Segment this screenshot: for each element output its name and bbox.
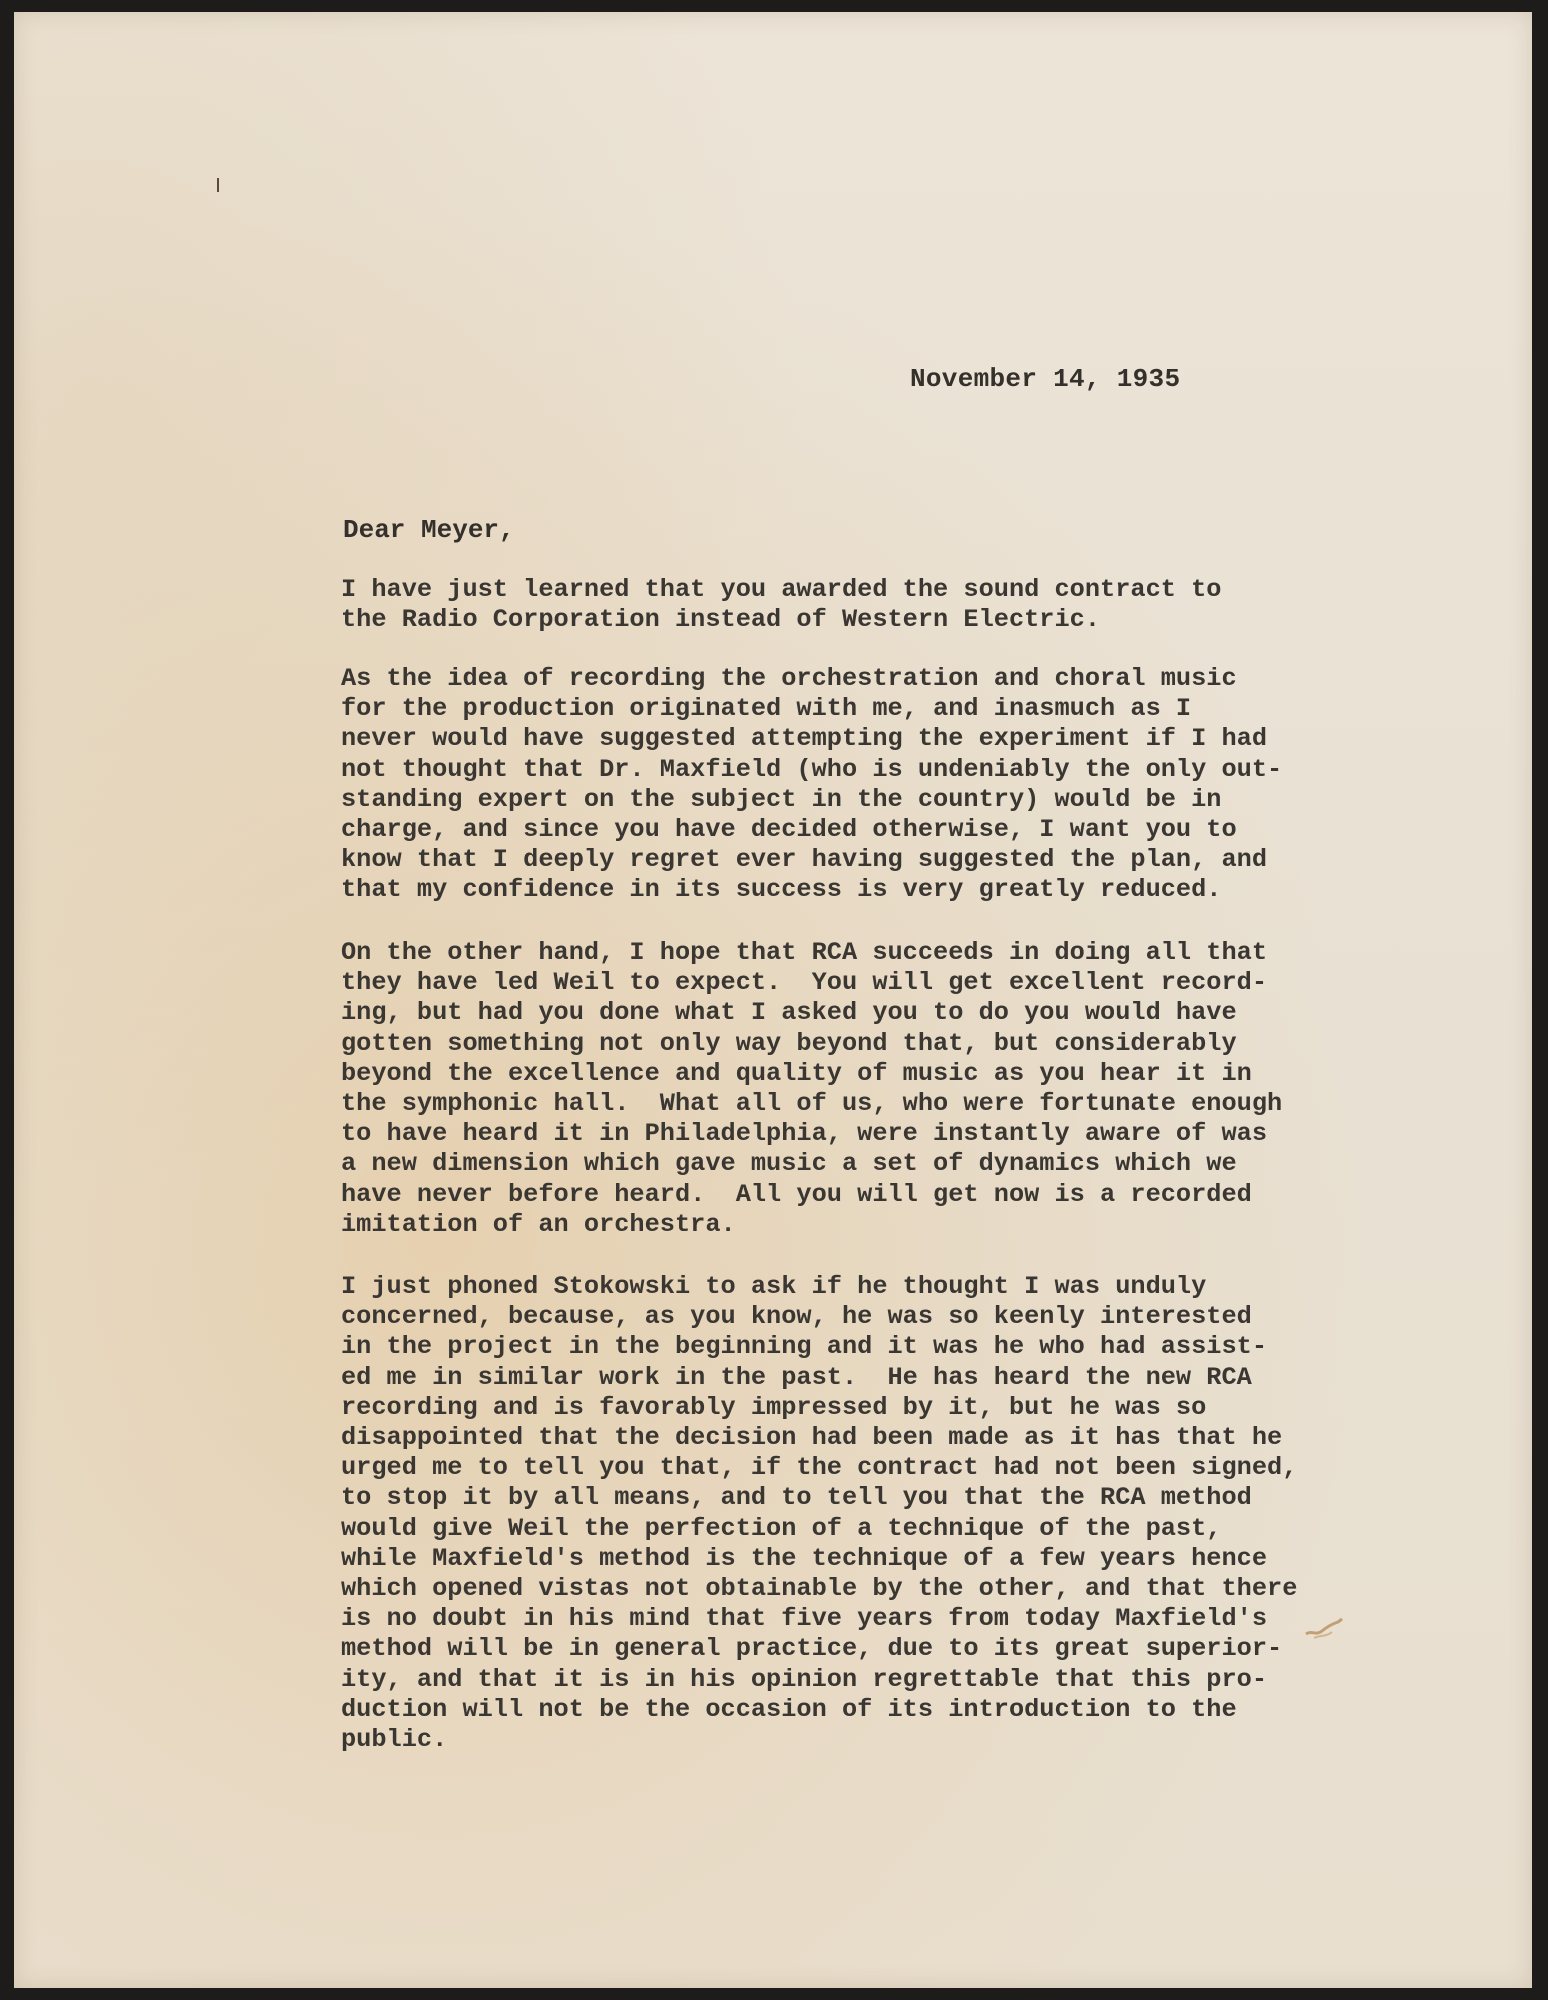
paragraph-rca-expectation: On the other hand, I hope that RCA succeeds in doing all that they have led Weil to expect. You will get excellent record- ing, but had you done what I asked you to do you would have gotten something not only way beyond that, but considerably beyond the excellence and quality of music as you hear it in the symphonic hall. What all of us, who were fortunate enough to have heard it in Philadelphia, were instantly aware of was a new dimension which gave music a set of dynamics which we have never before heard. All you will get now is a recorded imitation of an orchestra.	[341, 938, 1283, 1239]
paragraph-stokowski-call: I just phoned Stokowski to ask if he thought I was unduly concerned, because, as you know, he was so keenly interested in the project in the beginning and it was he who had assist- ed me in similar work in the past. He has heard the new RCA recording and is favorably impressed by it, but he was so disappointed that the decision had been made as it has that he urged me to tell you that, if the contract had not been signed, to stop it by all means, and to tell you that the RCA method would give Weil the perfection of a technique of the past, while Maxfield's method is the technique of a few years hence which opened vistas not obtainable by the other, and that there is no doubt in his mind that five years from today Maxfield's method will be in general practice, due to its great superior- ity, and that it is in his opinion regrettable that this pro- duction will not be the occasion of its introduction to the public.	[341, 1272, 1298, 1755]
salutation: Dear Meyer,	[343, 515, 515, 545]
ink-mark	[217, 178, 219, 192]
letter-page	[14, 12, 1532, 1988]
letter-date: November 14, 1935	[910, 364, 1181, 394]
paragraph-contract-award: I have just learned that you awarded the sound contract to the Radio Corporation instead of Western Electric.	[341, 575, 1222, 635]
paragraph-maxfield-regret: As the idea of recording the orchestration and choral music for the production originated with me, and inasmuch as I never would have suggested attempting the experiment if I had not thought that Dr. Maxfield (who is undeniably the only out- standing expert on the subject in the country) would be in charge, and since you have decided otherwise, I want you to know that I deeply regret ever having suggested the plan, and that my confidence in its success is very greatly reduced.	[341, 664, 1283, 905]
ink-smudge	[1302, 1616, 1346, 1642]
